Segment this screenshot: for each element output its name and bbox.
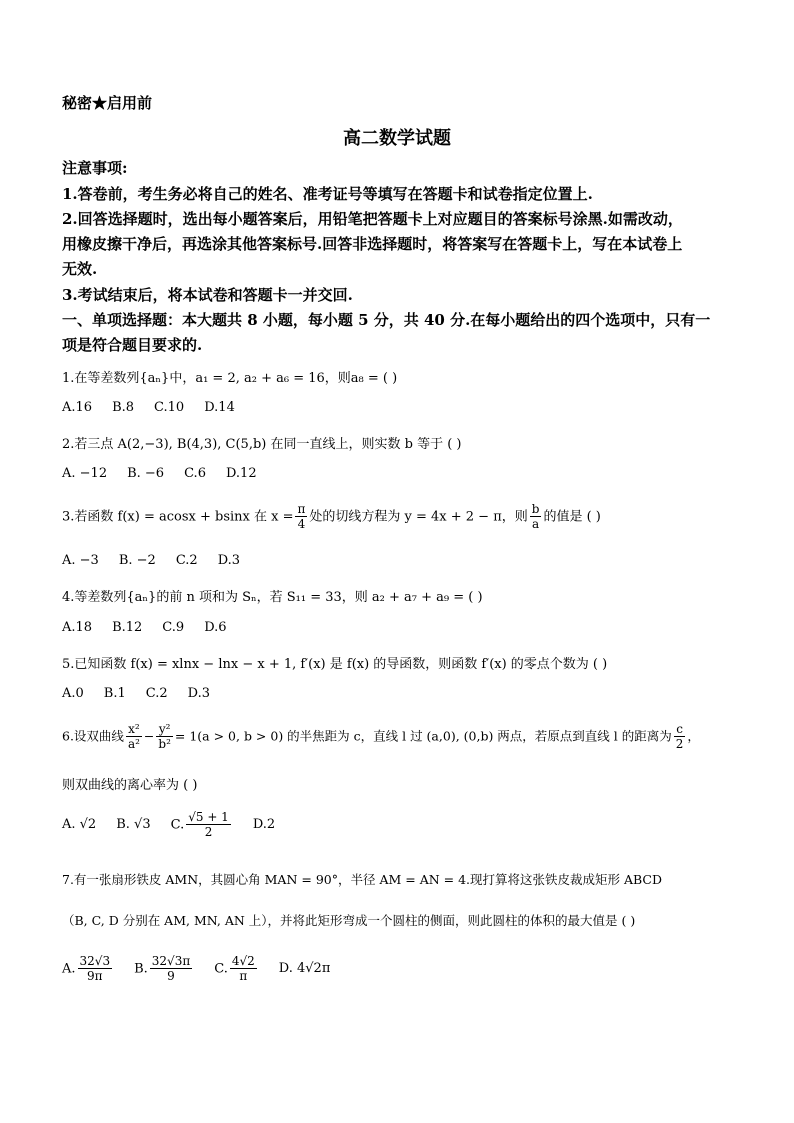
fraction-b-over-a	[530, 502, 542, 532]
option-label: C.	[214, 961, 228, 977]
fraction-numerator: 32√3π	[151, 954, 191, 968]
option-c: C.2	[145, 686, 168, 701]
option-a: A. −3	[62, 553, 99, 568]
option-d: D.12	[225, 466, 257, 481]
confidential-label: 秘密★启用前	[62, 94, 153, 112]
minus-sign: −	[143, 728, 155, 744]
fraction-numerator: 4√2	[231, 954, 255, 968]
option-b: B. √3	[116, 817, 151, 833]
option-d: D.6	[204, 620, 227, 635]
fraction-y2-over-b2	[156, 722, 173, 752]
option-label: B.	[134, 961, 148, 977]
question-5-options	[62, 686, 230, 701]
question-6-stem-part-2: = 1(a > 0, b > 0) 的半焦距为 c，直线 l 过 (a,0), (0,b) 两点，若原点到直线 l 的距离为	[174, 728, 672, 744]
fraction-numerator: b	[531, 502, 540, 516]
question-2-stem: 2.若三点 A(2,−3), B(4,3), C(5,b) 在同一直线上，则实数 b 等于 ( )	[62, 437, 462, 452]
question-3-stem-part-3: 的值是 ( )	[543, 509, 601, 525]
fraction-sqrt5-plus-1-over-2	[186, 810, 231, 840]
fraction-numerator: x²	[126, 722, 142, 737]
fraction-denominator: 9	[167, 969, 175, 984]
question-6-stem	[62, 722, 700, 752]
option-d: D. 4√2π	[278, 961, 331, 977]
question-7-stem-line-1: 7.有一张扇形铁皮 AMN，其圆心角 MAN = 90°，半径 AM = AN = 4.现打算将这张铁皮裁成矩形 ABCD	[62, 872, 663, 887]
fraction-denominator: a²	[127, 737, 140, 752]
question-2-options	[62, 466, 277, 481]
fraction-denominator: π	[239, 969, 248, 984]
question-3-stem-part-1: 3.若函数 f(x) = acosx + bsinx 在 x =	[62, 509, 294, 525]
option-a: A. √2	[62, 817, 97, 833]
section-1-line-2: 项是符合题目要求的.	[62, 336, 203, 354]
option-b: B. −2	[118, 553, 156, 568]
question-3-stem	[62, 502, 601, 532]
note-2-line-3: 无效.	[62, 260, 98, 278]
question-1-stem: 1.在等差数列{aₙ}中，a₁ = 2, a₂ + a₆ = 16，则a₈ = ( )	[62, 371, 398, 386]
option-label: C.	[170, 817, 185, 833]
fraction-numerator: π	[297, 502, 306, 516]
note-2-line-2: 用橡皮擦干净后，再选涂其他答案标号.回答非选择题时，将答案写在答题卡上，写在本试卷上	[62, 235, 683, 253]
option-a	[62, 954, 114, 984]
question-4-options	[62, 620, 247, 635]
option-d: D.14	[204, 400, 235, 415]
fraction-denominator: b²	[158, 737, 171, 752]
option-c: C.6	[184, 466, 206, 481]
question-6-options	[62, 810, 295, 840]
question-4-stem: 4.等差数列{aₙ}的前 n 项和为 Sₙ，若 S₁₁ = 33，则 a₂ + a₇ + a₉ = ( )	[62, 590, 483, 605]
option-b: B. −6	[127, 466, 165, 481]
fraction-numerator: c	[674, 722, 686, 737]
question-6-stem-part-3: ，	[687, 728, 700, 744]
question-1-options	[62, 400, 255, 415]
option-c: C.2	[175, 553, 198, 568]
note-1: 1.答卷前，考生务必将自己的姓名、准考证号等填写在答题卡和试卷指定位置上.	[62, 185, 593, 203]
option-label: A.	[62, 961, 76, 977]
question-3-options	[62, 553, 260, 568]
option-a: A.18	[62, 620, 93, 635]
fraction-denominator: 4	[297, 517, 306, 532]
notes-heading: 注意事项:	[62, 159, 128, 177]
question-6-stem-part-1: 6.设双曲线	[62, 728, 124, 744]
fraction-c-over-2	[674, 722, 686, 752]
question-5-stem: 5.已知函数 f(x) = xlnx − lnx − x + 1, f′(x) 是 f(x) 的导函数，则函数 f′(x) 的零点个数为 ( )	[62, 657, 608, 672]
question-6-stem-line-2: 则双曲线的离心率为 ( )	[62, 778, 198, 793]
option-b: B.12	[112, 620, 143, 635]
fraction-pi-over-4	[295, 502, 307, 532]
option-c: C.9	[162, 620, 185, 635]
option-c: C.10	[154, 400, 185, 415]
option-d: D.3	[217, 553, 241, 568]
fraction	[230, 954, 257, 984]
option-d: D.2	[252, 817, 276, 833]
option-a: A.16	[62, 400, 93, 415]
option-b	[134, 954, 194, 984]
option-a: A.0	[62, 686, 84, 701]
fraction-denominator: 9π	[87, 969, 103, 984]
question-7-stem-line-2: （B, C, D 分别在 AM, MN, AN 上），并将此矩形弯成一个圆柱的侧面，则此圆柱的体积的最大值是 ( )	[62, 913, 636, 928]
fraction	[78, 954, 113, 984]
page-title: 高二数学试题	[343, 128, 451, 149]
option-b: B.8	[112, 400, 135, 415]
note-3: 3.考试结束后，将本试卷和答题卡一并交回.	[62, 286, 353, 304]
section-1-line-1: 一、单项选择题：本大题共 8 小题，每小题 5 分，共 40 分.在每小题给出的四个选项中，只有一	[62, 311, 711, 329]
question-3-stem-part-2: 处的切线方程为 y = 4x + 2 − π，则	[309, 509, 528, 525]
option-b: B.1	[103, 686, 126, 701]
fraction-denominator: 2	[204, 825, 213, 840]
fraction-numerator: 32√3	[79, 954, 111, 968]
fraction	[150, 954, 192, 984]
option-c	[214, 954, 259, 984]
option-c	[171, 810, 233, 840]
fraction-denominator: 2	[675, 737, 684, 752]
option-a: A. −12	[62, 466, 108, 481]
question-7-options	[62, 954, 350, 984]
fraction-numerator: √5 + 1	[188, 810, 229, 824]
fraction-denominator: a	[532, 517, 540, 532]
option-d: D.3	[187, 686, 211, 701]
fraction-x2-over-a2	[126, 722, 142, 752]
note-2-line-1: 2.回答选择题时，选出每小题答案后，用铅笔把答题卡上对应题目的答案标号涂黑.如需改动，	[62, 210, 683, 228]
fraction-numerator: y²	[156, 722, 173, 737]
